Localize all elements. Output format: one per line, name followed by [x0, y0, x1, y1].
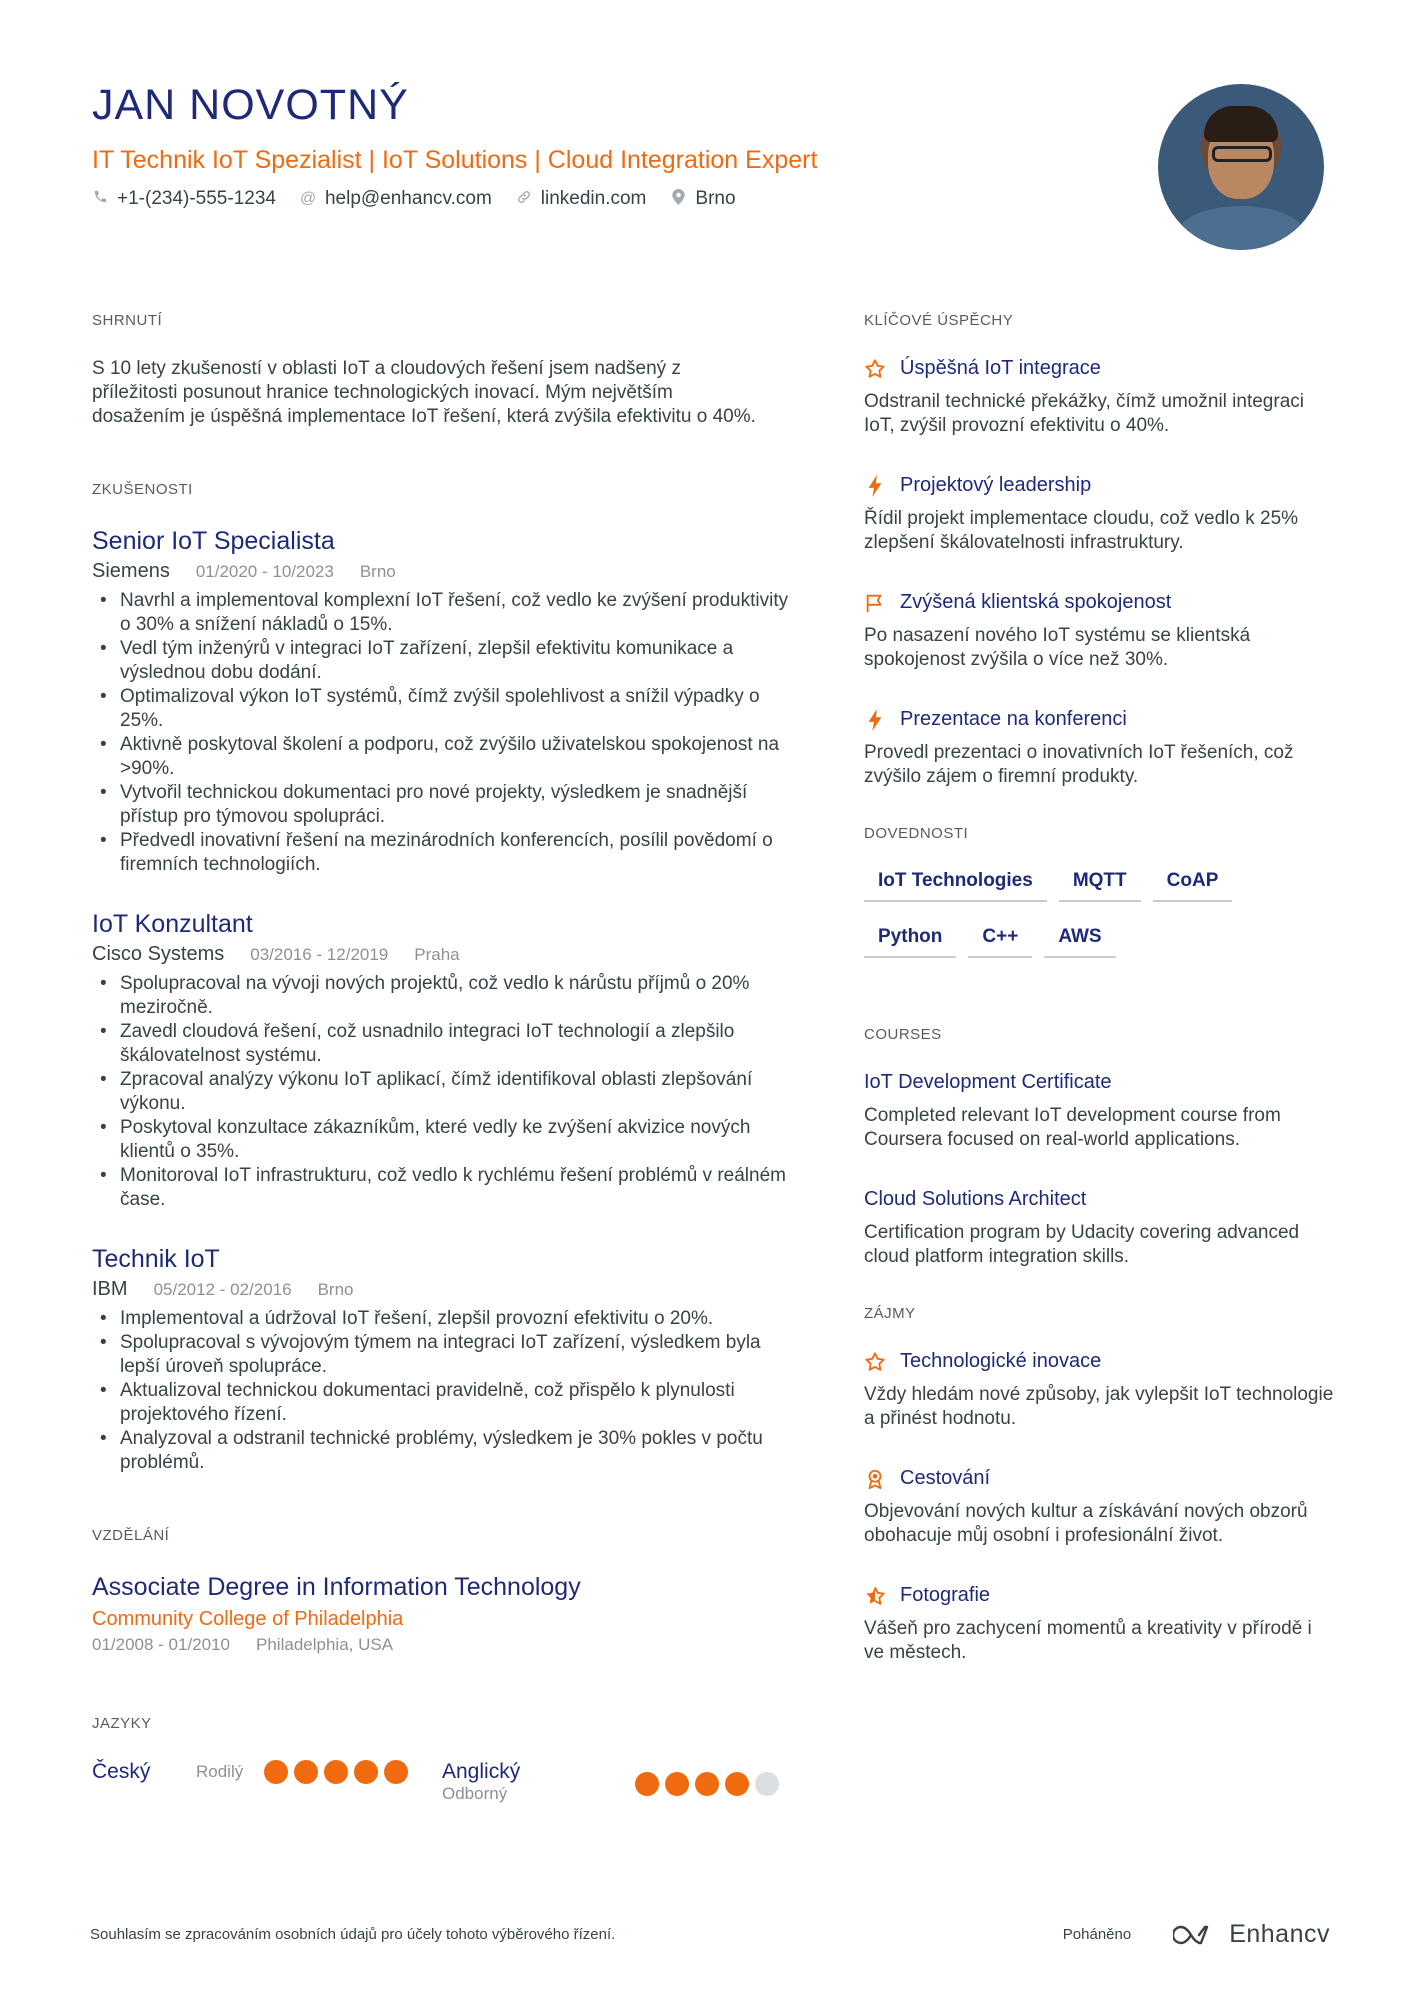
contact-row: [92, 188, 1142, 210]
job-bullet: • Zpracoval analýzy výkonu IoT aplikací, čímž identifikoval oblasti zlepšování výkonu.: [92, 1068, 792, 1116]
skill-tag: Python: [864, 926, 956, 958]
course-title: IoT Development Certificate: [864, 1071, 1112, 1093]
language-rating: [635, 1772, 785, 1796]
bolt-icon: [864, 709, 886, 731]
languages-section: [92, 1715, 792, 1804]
interests-section: [864, 1305, 1334, 1665]
summary-text: S 10 lety zkušeností v oblasti IoT a cloudových řešení jsem nadšený z příležitosti posunout hranice technologických inovací. Mým největším dosažením je úspěšná implementace IoT řešení, která zvýšila efektivitu o 40%.: [92, 358, 756, 427]
course-item: [864, 1071, 1334, 1152]
rating-dot: [384, 1760, 408, 1784]
award-icon: [864, 1468, 886, 1490]
interest-title: Fotografie: [900, 1584, 991, 1606]
summary-section: [92, 312, 792, 429]
education-location: Philadelphia, USA: [256, 1635, 394, 1654]
rating-dot: [695, 1772, 719, 1796]
achievement-item: [864, 474, 1334, 555]
language-level: Rodilý: [196, 1762, 244, 1781]
rating-dot: [264, 1760, 288, 1784]
rating-dot: [665, 1772, 689, 1796]
language-item: [442, 1760, 792, 1804]
language-level: Odborný: [442, 1784, 508, 1803]
contact-location: [670, 188, 735, 210]
contact-phone[interactable]: [92, 188, 276, 210]
profile-photo: [1158, 84, 1324, 250]
powered-label: Poháněno: [1062, 1926, 1132, 1943]
education-period: 01/2008 - 01/2010: [92, 1635, 231, 1654]
right-column: [864, 312, 1334, 1701]
skill-tag: C++: [968, 926, 1032, 958]
courses-heading: COURSES: [864, 1026, 942, 1043]
interest-desc: Objevování nových kultur a získávání nových obzorů obohacuje můj osobní i profesionální život.: [864, 1501, 1308, 1546]
rating-dot: [354, 1760, 378, 1784]
at-icon: @: [299, 190, 317, 208]
skill-tag: IoT Technologies: [864, 870, 1047, 902]
linkedin-text: linkedin.com: [540, 188, 647, 210]
education-school: Community College of Philadelphia: [92, 1608, 404, 1630]
education-meta: [92, 1635, 792, 1655]
job-bullet: • Vedl tým inženýrů v integraci IoT zařízení, zlepšil efektivitu komunikace a výslednou dobu dodání.: [92, 637, 792, 685]
brand-name: Enhancv: [1229, 1920, 1330, 1948]
job-company: IBM: [92, 1278, 128, 1300]
candidate-title: IT Technik IoT Spezialist | IoT Solutions | Cloud Integration Expert: [92, 145, 818, 174]
consent-text: Souhlasím se zpracováním osobních údajů pro účely tohoto výběrového řízení.: [90, 1926, 616, 1943]
job-bullet: • Spolupracoval s vývojovým týmem na integraci IoT zařízení, výsledkem byla lepší úroveň spolupráce.: [92, 1331, 792, 1379]
achievements-section: [864, 312, 1334, 789]
achievement-desc: Řídil projekt implementace cloudu, což vedlo k 25% zlepšení škálovatelnosti infrastruktury.: [864, 508, 1299, 553]
skill-tag: AWS: [1044, 926, 1115, 958]
job-meta: [92, 1278, 792, 1301]
languages-heading: JAZYKY: [92, 1715, 152, 1732]
interest-title: Technologické inovace: [900, 1350, 1102, 1372]
job-meta: [92, 943, 792, 966]
interests-heading: ZÁJMY: [864, 1305, 916, 1322]
experience-heading: ZKUŠENOSTI: [92, 481, 193, 498]
job-bullet: • Zavedl cloudová řešení, což usnadnilo integraci IoT technologií a zlepšilo škálovatelnost systému.: [92, 1020, 792, 1068]
location-text: Brno: [695, 188, 736, 210]
left-column: [92, 312, 792, 1804]
language-name: Český: [92, 1760, 151, 1783]
job-period: 01/2020 - 10/2023: [195, 562, 334, 581]
interest-title: Cestování: [900, 1467, 991, 1489]
rating-dot: [294, 1760, 318, 1784]
language-labels: [442, 1760, 617, 1804]
job-bullet: • Předvedl inovativní řešení na mezinárodních konferencích, posílil povědomí o firemních technologiích.: [92, 829, 792, 877]
job-bullet: • Poskytoval konzultace zákazníkům, které vedly ke zvýšení akvizice nových klientů o 35%.: [92, 1116, 792, 1164]
job-entry: [92, 526, 792, 877]
course-title: Cloud Solutions Architect: [864, 1188, 1087, 1210]
job-bullet: • Monitoroval IoT infrastrukturu, což vedlo k rychlému řešení problémů v reálném čase.: [92, 1164, 792, 1212]
rating-dot: [324, 1760, 348, 1784]
phone-text: +1-(234)-555-1234: [117, 188, 276, 210]
course-desc: Certification program by Udacity covering advanced cloud platform integration skills.: [864, 1222, 1300, 1267]
languages-list: [92, 1760, 792, 1804]
phone-icon: [92, 189, 108, 209]
flag-icon: [864, 592, 886, 614]
courses-section: [864, 1026, 1334, 1269]
course-item: [864, 1188, 1334, 1269]
contact-email[interactable]: [300, 188, 492, 210]
interest-item: [864, 1467, 1334, 1548]
language-name: Anglický: [442, 1760, 521, 1783]
achievement-title: Projektový leadership: [900, 474, 1092, 496]
achievement-desc: Po nasazení nového IoT systému se klientská spokojenost zvýšila o více než 30%.: [864, 625, 1251, 670]
achievement-title: Úspěšná IoT integrace: [900, 357, 1101, 379]
summary-heading: SHRNUTÍ: [92, 312, 163, 329]
experience-section: [92, 481, 792, 1475]
job-location: Praha: [414, 945, 460, 964]
star-icon: [864, 1351, 886, 1373]
achievement-desc: Odstranil technické překážky, čímž umožnil integraci IoT, zvýšil provozní efektivitu o 40%.: [864, 391, 1304, 436]
half-star-icon: [864, 1585, 886, 1607]
star-icon: [864, 358, 886, 380]
footer: [90, 1920, 1330, 1949]
job-bullets: [92, 1307, 792, 1475]
link-icon: [516, 189, 532, 210]
achievement-item: [864, 708, 1334, 789]
job-meta: [92, 560, 792, 583]
achievement-title: Zvýšená klientská spokojenost: [900, 591, 1172, 613]
job-bullets: [92, 972, 792, 1212]
job-bullet: • Optimalizoval výkon IoT systémů, čímž zvýšil spolehlivost a snížil výpadky o 25%.: [92, 685, 792, 733]
achievements-heading: KLÍČOVÉ ÚSPĚCHY: [864, 312, 1014, 329]
job-bullet: • Navrhl a implementoval komplexní IoT řešení, což vedlo ke zvýšení produktivity o 30% a snížení nákladů o 15%.: [92, 589, 792, 637]
bolt-icon: [864, 475, 886, 497]
job-bullets: [92, 589, 792, 877]
interest-desc: Vždy hledám nové způsoby, jak vylepšit IoT technologie a přinést hodnotu.: [864, 1384, 1334, 1429]
contact-linkedin[interactable]: [516, 188, 647, 210]
email-text: help@enhancv.com: [324, 188, 492, 210]
job-title: Technik IoT: [92, 1245, 220, 1273]
powered-by: [1063, 1920, 1330, 1949]
job-title: IoT Konzultant: [92, 910, 253, 938]
job-location: Brno: [359, 562, 396, 581]
education-section: [92, 1527, 792, 1655]
job-entry: [92, 1244, 792, 1475]
job-bullet: • Analyzoval a odstranil technické problémy, výsledkem je 30% pokles v počtu problémů.: [92, 1427, 792, 1475]
skills-list: [864, 870, 1304, 982]
job-location: Brno: [317, 1280, 354, 1299]
course-desc: Completed relevant IoT development course from Coursera focused on real-world applications.: [864, 1105, 1281, 1150]
job-period: 03/2016 - 12/2019: [250, 945, 389, 964]
enhancv-logo-icon: [1173, 1924, 1217, 1946]
job-company: Siemens: [92, 560, 170, 582]
job-title: Senior IoT Specialista: [92, 527, 335, 555]
language-item: [92, 1760, 442, 1784]
location-pin-icon: [670, 189, 686, 210]
job-bullet: • Aktualizoval technickou dokumentaci pravidelně, což přispělo k plynulosti projektového řízení.: [92, 1379, 792, 1427]
job-period: 05/2012 - 02/2016: [153, 1280, 292, 1299]
rating-dot: [635, 1772, 659, 1796]
education-heading: VZDĚLÁNÍ: [92, 1527, 170, 1544]
rating-dot: [725, 1772, 749, 1796]
job-entry: [92, 909, 792, 1212]
interest-item: [864, 1584, 1334, 1665]
candidate-name: JAN NOVOTNÝ: [92, 81, 409, 129]
skill-tag: CoAP: [1153, 870, 1233, 902]
interest-item: [864, 1350, 1334, 1431]
job-bullet: • Aktivně poskytoval školení a podporu, což zvýšilo uživatelskou spokojenost na >90%.: [92, 733, 792, 781]
achievement-desc: Provedl prezentaci o inovativních IoT řešeních, což zvýšilo zájem o firemní produkty.: [864, 742, 1294, 787]
skills-heading: DOVEDNOSTI: [864, 825, 969, 842]
job-bullet: • Vytvořil technickou dokumentaci pro nové projekty, výsledkem je snadnější přístup pro týmovou spolupráci.: [92, 781, 792, 829]
job-bullet: • Implementoval a údržoval IoT řešení, zlepšil provozní efektivitu o 20%.: [92, 1307, 792, 1331]
achievement-item: [864, 357, 1334, 438]
education-degree: Associate Degree in Information Technology: [92, 1573, 581, 1601]
job-bullet: • Spolupracoval na vývoji nových projektů, což vedlo k nárůstu příjmů o 20% meziročně.: [92, 972, 792, 1020]
skills-section: [864, 825, 1334, 982]
achievement-item: [864, 591, 1334, 672]
skill-tag: MQTT: [1059, 870, 1141, 902]
resume-header: [92, 80, 1142, 210]
achievement-title: Prezentace na konferenci: [900, 708, 1127, 730]
brand-logo[interactable]: [1173, 1920, 1330, 1949]
job-company: Cisco Systems: [92, 943, 225, 965]
interest-desc: Vášeň pro zachycení momentů a kreativity v přírodě i ve městech.: [864, 1618, 1312, 1663]
language-rating: [264, 1760, 414, 1784]
rating-dot: [755, 1772, 779, 1796]
